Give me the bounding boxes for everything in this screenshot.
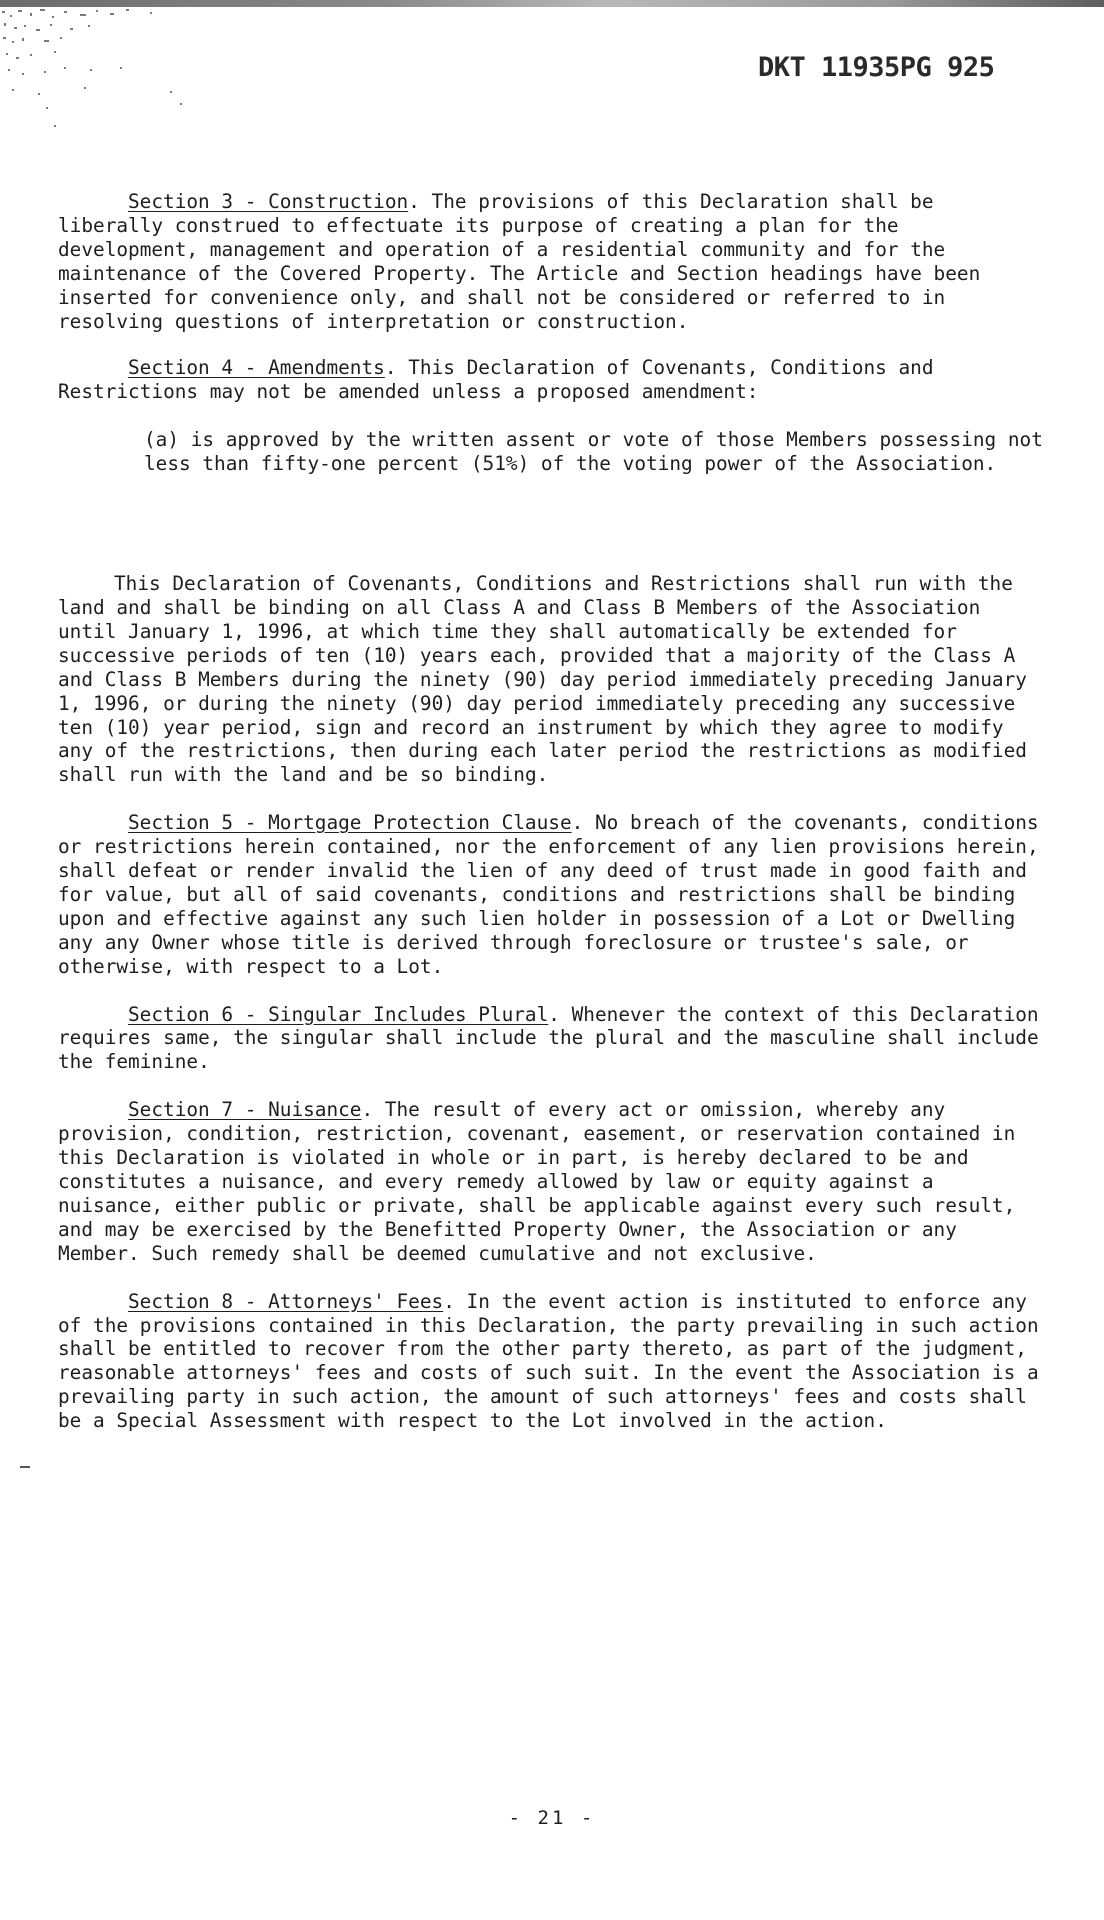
docket-stamp: DKT 11935PG 925 (758, 52, 995, 83)
section-5-paragraph (58, 811, 1048, 978)
section-3-text: . The provisions of this Declaration shall be liberally construed to effectuate its purpose of creating a plan for the development, management and operation of a residential community and for the maintenance of the Covered Property. The Article and Section headings have been inserted for convenience only, and shall not be considered or referred to in resolving questions of interpretation or construction. (58, 190, 981, 333)
section-5-heading: Section 5 - Mortgage Protection Clause (128, 811, 572, 835)
section-3-paragraph (58, 190, 1048, 333)
section-8-heading: Section 8 - Attorneys' Fees (128, 1289, 444, 1313)
scan-noise-marks (0, 7, 240, 157)
margin-mark (20, 1466, 30, 1468)
section-7-text: . The result of every act or omission, whereby any provision, condition, restriction, covenant, easement, or reservation contained in this Declaration is violated in whole or in part, is hereby declared to be and constitutes a nuisance, and every remedy allowed by law or equity against a nuisance, either public or private, shall be applicable against every such result, and may be exercised by the Benefitted Property Owner, the Association or any Member. Such remedy shall be deemed cumulative and not exclusive. (58, 1098, 1016, 1265)
term-paragraph-text: This Declaration of Covenants, Conditions and Restrictions shall run with the land and shall be binding on all Class A and Class B Members of the Association until January 1, 1996, at which time they shall automatically be extended for successive periods of ten (10) years each, provided that a majority of the Class A and Class B Members during the ninety (90) day period immediately preceding January 1, 1996, or during the ninety (90) day period immediately preceding any successive ten (10) year period, sign and record an instrument by which they agree to modify any of the restrictions, then during each later period the restrictions as modified shall run with the land and be so binding. (58, 572, 1027, 787)
section-7-heading: Section 7 - Nuisance (128, 1098, 362, 1122)
section-6-heading: Section 6 - Singular Includes Plural (128, 1002, 549, 1026)
section-3-heading: Section 3 - Construction (128, 190, 409, 213)
section-7-paragraph (58, 1098, 1048, 1265)
scan-top-edge (0, 0, 1104, 7)
section-6-text: . Whenever the context of this Declaration requires same, the singular shall include the plural and the masculine shall include the feminine. (58, 1002, 1039, 1074)
document-body (58, 190, 1048, 1433)
section-4-paragraph (58, 356, 1048, 404)
subclause-a: (a) is approved by the written assent or vote of those Members possessing not less than fifty-one percent (51%) of the voting power of the Association. (144, 428, 1043, 476)
section-4-heading: Section 4 - Amendments (128, 356, 385, 380)
section-8-paragraph (58, 1290, 1048, 1433)
section-5-text: . No breach of the covenants, conditions or restrictions herein contained, nor the enforcement of any lien provisions herein, shall defeat or render invalid the lien of any deed of trust made in good faith and for value, but all of said covenants, conditions and restrictions shall be binding upon and effective against any such lien holder in possession of a Lot or Dwelling any any Owner whose title is derived through foreclosure or trustee's sale, or otherwise, with respect to a Lot. (58, 811, 1039, 978)
section-6-paragraph (58, 1003, 1048, 1075)
section-4-text: . This Declaration of Covenants, Conditions and Restrictions may not be amended unless a proposed amendment: (58, 356, 934, 404)
term-paragraph (58, 572, 1048, 787)
page-number: - 21 - (508, 1807, 596, 1829)
section-8-text: . In the event action is instituted to enforce any of the provisions contained in this Declaration, the party prevailing in such action shall be entitled to recover from the other party thereto, as part of the judgment, reasonable attorneys' fees and costs of such suit. In the event the Association is a prevailing party in such action, the amount of such attorneys' fees and costs shall be a Special Assessment with respect to the Lot involved in the action. (58, 1289, 1039, 1433)
